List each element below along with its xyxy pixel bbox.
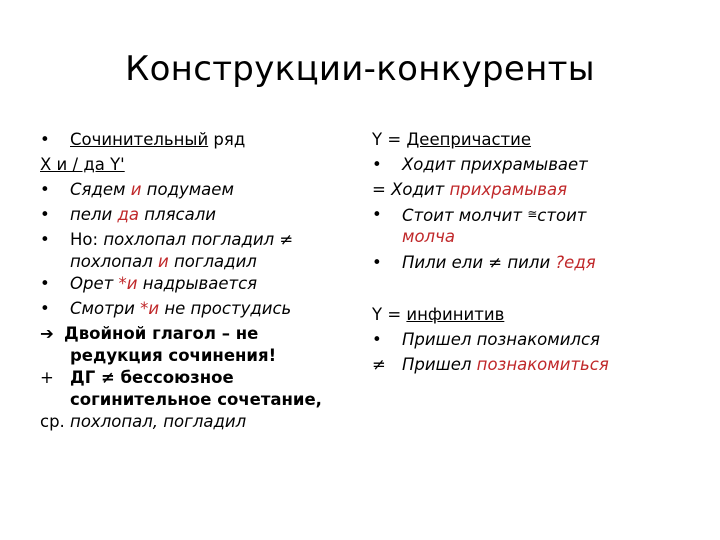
bullet-icon: • xyxy=(40,180,50,199)
conclusion-text: Двойной глагол – не xyxy=(64,324,259,343)
reference-line xyxy=(40,409,340,434)
example-text: стоит xyxy=(537,206,587,225)
highlight-text: молча xyxy=(402,227,455,246)
label-text: ср. xyxy=(40,412,71,431)
slide-title: Конструкции-конкуренты xyxy=(125,49,595,89)
term-underlined: Деепричастие xyxy=(406,130,532,149)
approx-symbol: ≅ xyxy=(527,207,538,221)
list-item-continuation xyxy=(40,252,340,271)
left-column xyxy=(40,127,340,434)
example-text: Ходит прихрамывает xyxy=(402,155,588,174)
conclusion-text: согинительное сочетание, xyxy=(70,390,322,409)
bullet-icon: • xyxy=(40,274,50,293)
example-text: похлопал xyxy=(70,252,158,271)
term-underlined: инфинитив xyxy=(406,305,505,324)
list-item xyxy=(40,227,340,252)
list-item-continuation xyxy=(372,227,702,246)
bullet-icon: • xyxy=(372,155,382,174)
highlight-text: прихрамывая xyxy=(449,180,568,199)
list-item xyxy=(40,127,340,152)
bullet-icon: • xyxy=(40,130,50,149)
list-item xyxy=(372,202,702,227)
label-text: Y = xyxy=(372,305,407,324)
list-item xyxy=(40,365,340,390)
list-item xyxy=(372,177,702,202)
bullet-icon: • xyxy=(40,205,50,224)
list-item xyxy=(40,271,340,296)
label-text: Y = xyxy=(372,130,407,149)
example-text: плясали xyxy=(139,205,216,224)
label-text: Но: xyxy=(70,230,104,249)
conclusion-continuation xyxy=(40,346,340,365)
not-equal-icon: ≠ xyxy=(372,355,386,374)
term-underlined: Сочинительный xyxy=(70,130,209,149)
list-item xyxy=(372,327,702,352)
conclusion-line xyxy=(40,321,340,346)
bullet-icon: • xyxy=(40,299,50,318)
label-text: = xyxy=(372,180,392,199)
term-suffix: ряд xyxy=(208,130,246,149)
list-item xyxy=(372,352,702,377)
conclusion-text: ДГ ≠ бессоюзное xyxy=(70,368,234,387)
example-text: Стоит молчит xyxy=(402,206,528,225)
formula-text: X и / да Y' xyxy=(40,155,125,174)
example-text: Ходит xyxy=(391,180,450,199)
bullet-icon: • xyxy=(372,205,382,224)
example-text: подумаем xyxy=(141,180,234,199)
example-text: Сядем xyxy=(70,180,131,199)
conclusion-text: редукция сочинения! xyxy=(70,346,277,365)
heading-line xyxy=(372,302,702,327)
example-text: не простудись xyxy=(159,299,292,318)
example-text: Пришел xyxy=(402,355,477,374)
example-text: Смотри xyxy=(70,299,141,318)
highlight-text: ?едя xyxy=(555,253,596,272)
example-text: Пили ели ≠ пили xyxy=(402,253,556,272)
highlight-text: *и xyxy=(140,299,160,318)
formula-line xyxy=(40,152,340,177)
highlight-text: да xyxy=(117,205,139,224)
list-item xyxy=(40,296,340,321)
arrow-right-icon: ➔ xyxy=(40,324,54,343)
list-item-continuation xyxy=(40,390,340,409)
bullet-icon: • xyxy=(372,330,382,349)
plus-icon: + xyxy=(40,368,54,387)
bullet-icon: • xyxy=(40,230,50,249)
list-item xyxy=(372,250,702,275)
example-text: погладил xyxy=(168,252,257,271)
example-text: Орет xyxy=(70,274,119,293)
spacer xyxy=(372,275,702,302)
list-item xyxy=(40,177,340,202)
example-text: похлопал погладил ≠ xyxy=(103,230,294,249)
example-text: надрывается xyxy=(137,274,258,293)
highlight-text: и xyxy=(130,180,142,199)
highlight-text: познакомиться xyxy=(476,355,609,374)
example-text: Пришел познакомился xyxy=(402,330,600,349)
list-item xyxy=(40,202,340,227)
list-item xyxy=(372,152,702,177)
highlight-text: *и xyxy=(118,274,138,293)
example-text: пели xyxy=(70,205,118,224)
bullet-icon: • xyxy=(372,253,382,272)
heading-line xyxy=(372,127,702,152)
highlight-text: и xyxy=(157,252,169,271)
right-column xyxy=(372,127,702,377)
example-text: похлопал, погладил xyxy=(70,412,247,431)
